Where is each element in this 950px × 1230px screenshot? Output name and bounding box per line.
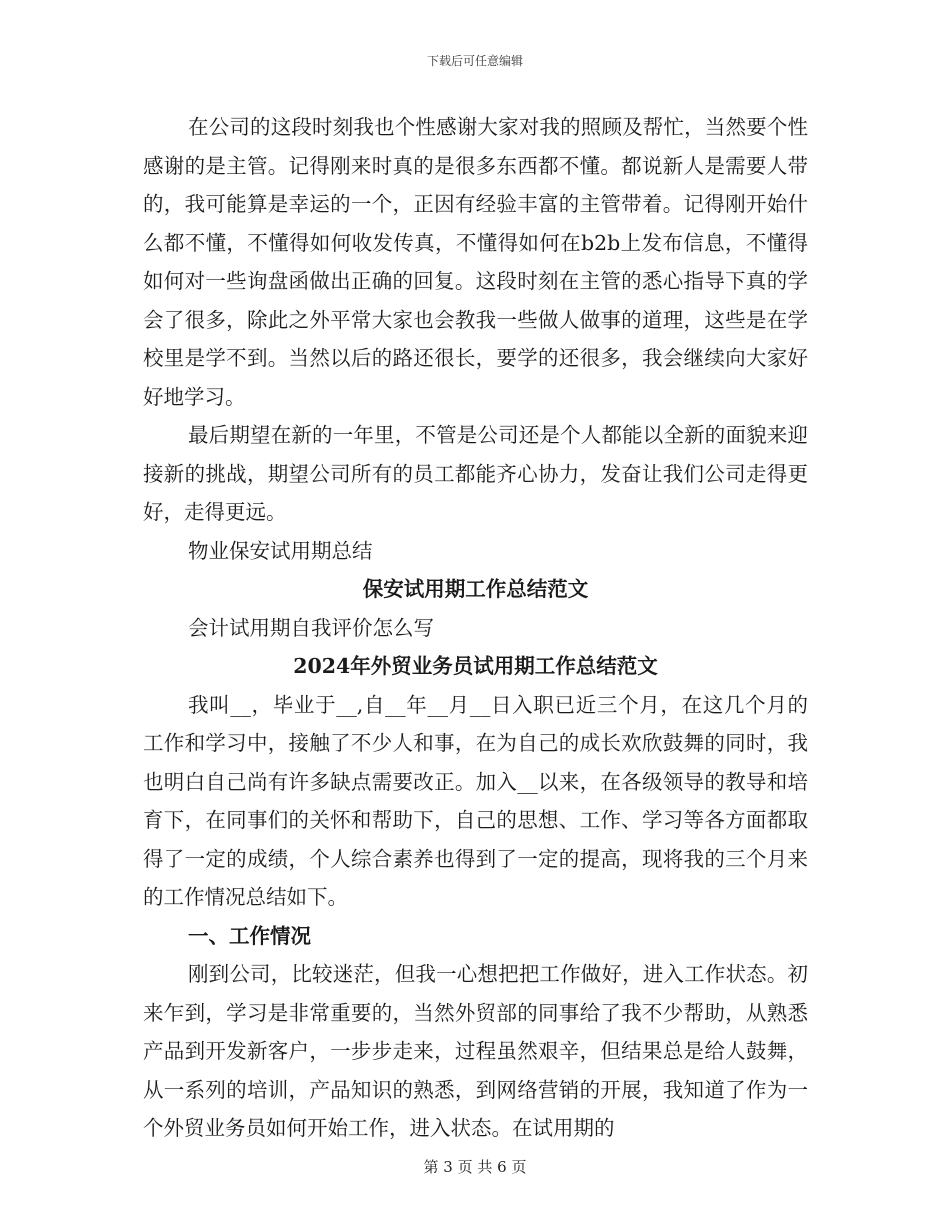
paragraph-hope: 最后期望在新的一年里，不管是公司还是个人都能以全新的面貌来迎接新的挑战，期望公司所有的员工都能齐心协力，发奋让我们公司走得更好，走得更远。 [143,423,808,524]
document-body [143,108,808,1148]
page-footer: 第 3 页 共 6 页 [423,1158,527,1176]
paragraph-thanks: 在公司的这段时刻我也个性感谢大家对我的照顾及帮忙，当然要个性感谢的是主管。记得刚来时真的是很多东西都不懂。都说新人是需要人带的，我可能算是幸运的一个，正因有经验丰富的主管带着。记得刚开始什么都不懂，不懂得如何收发传真，不懂得如何在b2b上发布信息，不懂得如何对一些询盘函做出正确的回复。这段时刻在主管的悉心指导下真的学会了很多，除此之外平常大家也会教我一些做人做事的道理，这些是在学校里是学不到。当然以后的路还很长，要学的还很多，我会继续向大家好好地学习。 [143,115,808,409]
heading-foreign-trade: 2024年外贸业务员试用期工作总结范文 [293,654,658,678]
paragraph-work: 刚到公司，比较迷茫，但我一心想把把工作做好，进入工作状态。初来乍到，学习是非常重要的，当然外贸部的同事给了我不少帮助，从熟悉产品到开发新客户，一步步走来，过程虽然艰辛，但结果总是给人鼓舞，从一系列的培训，产品知识的熟悉，到网络营销的开展，我知道了作为一个外贸业务员如何开始工作，进入状态。在试用期的 [143,962,808,1140]
paragraph-intro: 我叫__，毕业于__,自__年__月__日入职已近三个月，在这几个月的工作和学习中，接触了不少人和事，在为自己的成长欢欣鼓舞的同时，我也明白自己尚有许多缺点需要改正。加入__以来，在各级领导的教导和培育下，在同事们的关怀和帮助下，自己的思想、工作、学习等各方面都取得了一定的成绩，个人综合素养也得到了一定的提高，现将我的三个月来的工作情况总结如下。 [143,692,808,909]
section-title-work: 一、工作情况 [188,923,311,948]
page-header: 下载后可任意编辑 [426,54,523,68]
paragraph-accounting: 会计试用期自我评价怎么写 [188,615,434,640]
paragraph-security-summary: 物业保安试用期总结 [188,538,373,563]
heading-security: 保安试用期工作总结范文 [362,577,589,601]
